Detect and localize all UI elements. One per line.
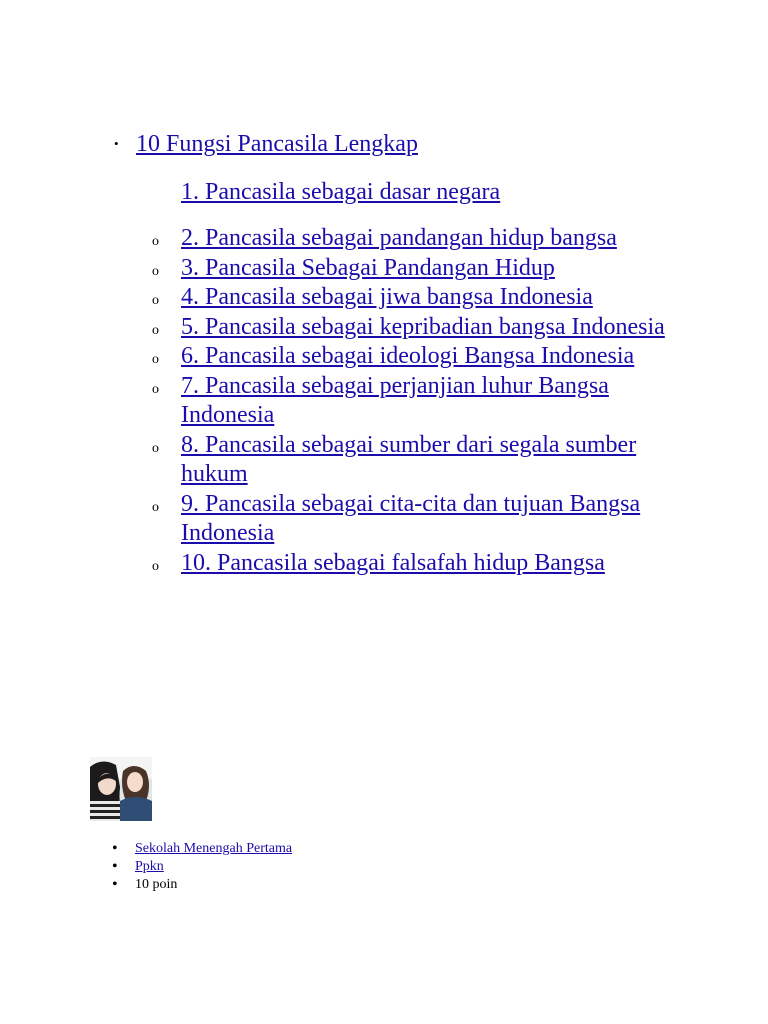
circle-bullet-icon: o xyxy=(152,499,159,515)
circle-bullet-icon: o xyxy=(152,352,159,367)
list-item xyxy=(0,224,681,254)
list-item xyxy=(0,313,681,343)
list-item xyxy=(0,490,681,549)
bullet-icon: • xyxy=(112,876,118,893)
toc-item-link[interactable]: 3. Pancasila Sebagai Pandangan Hidup xyxy=(181,254,555,281)
circle-bullet-icon: o xyxy=(152,381,159,397)
toc-item-link[interactable]: 9. Pancasila sebagai cita-cita dan tujuan Bangsa Indonesia xyxy=(181,490,641,546)
toc-item-link[interactable]: 10. Pancasila sebagai falsafah hidup Bangsa xyxy=(181,549,605,576)
toc-item-link[interactable]: 8. Pancasila sebagai sumber dari segala sumber hukum xyxy=(181,431,637,487)
circle-bullet-icon: o xyxy=(152,558,159,574)
circle-bullet-icon: o xyxy=(152,234,159,249)
avatar[interactable] xyxy=(90,757,152,821)
list-item xyxy=(112,858,292,876)
list-item xyxy=(0,549,681,579)
points-text: 10 poin xyxy=(135,877,178,892)
toc-item-link[interactable]: 2. Pancasila sebagai pandangan hidup bangsa xyxy=(181,225,617,251)
toc-heading-row xyxy=(0,128,768,162)
toc-sub-list xyxy=(0,224,768,578)
bullet-icon: • xyxy=(114,136,119,151)
toc-heading-link[interactable]: 10 Fungsi Pancasila Lengkap xyxy=(136,131,418,157)
list-item xyxy=(0,342,681,372)
toc-item-link[interactable]: 4. Pancasila sebagai jiwa bangsa Indonesia xyxy=(181,284,593,310)
list-item xyxy=(0,372,681,431)
list-item xyxy=(112,840,292,858)
toc-item-link[interactable]: 7. Pancasila sebagai perjanjian luhur Bangsa Indonesia xyxy=(181,372,609,428)
bullet-icon: • xyxy=(112,840,118,857)
level-link[interactable]: Sekolah Menengah Pertama xyxy=(135,841,293,856)
toc-item-link[interactable]: 5. Pancasila sebagai kepribadian bangsa Indonesia xyxy=(181,313,665,340)
list-item xyxy=(0,254,681,284)
circle-bullet-icon: o xyxy=(152,440,159,456)
list-item xyxy=(0,431,681,490)
list-item xyxy=(0,283,681,313)
circle-bullet-icon: o xyxy=(152,322,159,338)
bullet-icon: • xyxy=(112,858,118,875)
list-item xyxy=(112,876,292,894)
circle-bullet-icon: o xyxy=(152,293,159,308)
toc-item-link[interactable]: 6. Pancasila sebagai ideologi Bangsa Indonesia xyxy=(181,343,635,369)
circle-bullet-icon: o xyxy=(152,263,159,279)
avatar-photo-icon xyxy=(90,757,152,821)
question-meta-list xyxy=(112,840,292,894)
table-of-contents xyxy=(0,128,768,576)
subject-link[interactable]: Ppkn xyxy=(135,859,164,874)
toc-item-1-link[interactable]: 1. Pancasila sebagai dasar negara xyxy=(181,179,501,205)
